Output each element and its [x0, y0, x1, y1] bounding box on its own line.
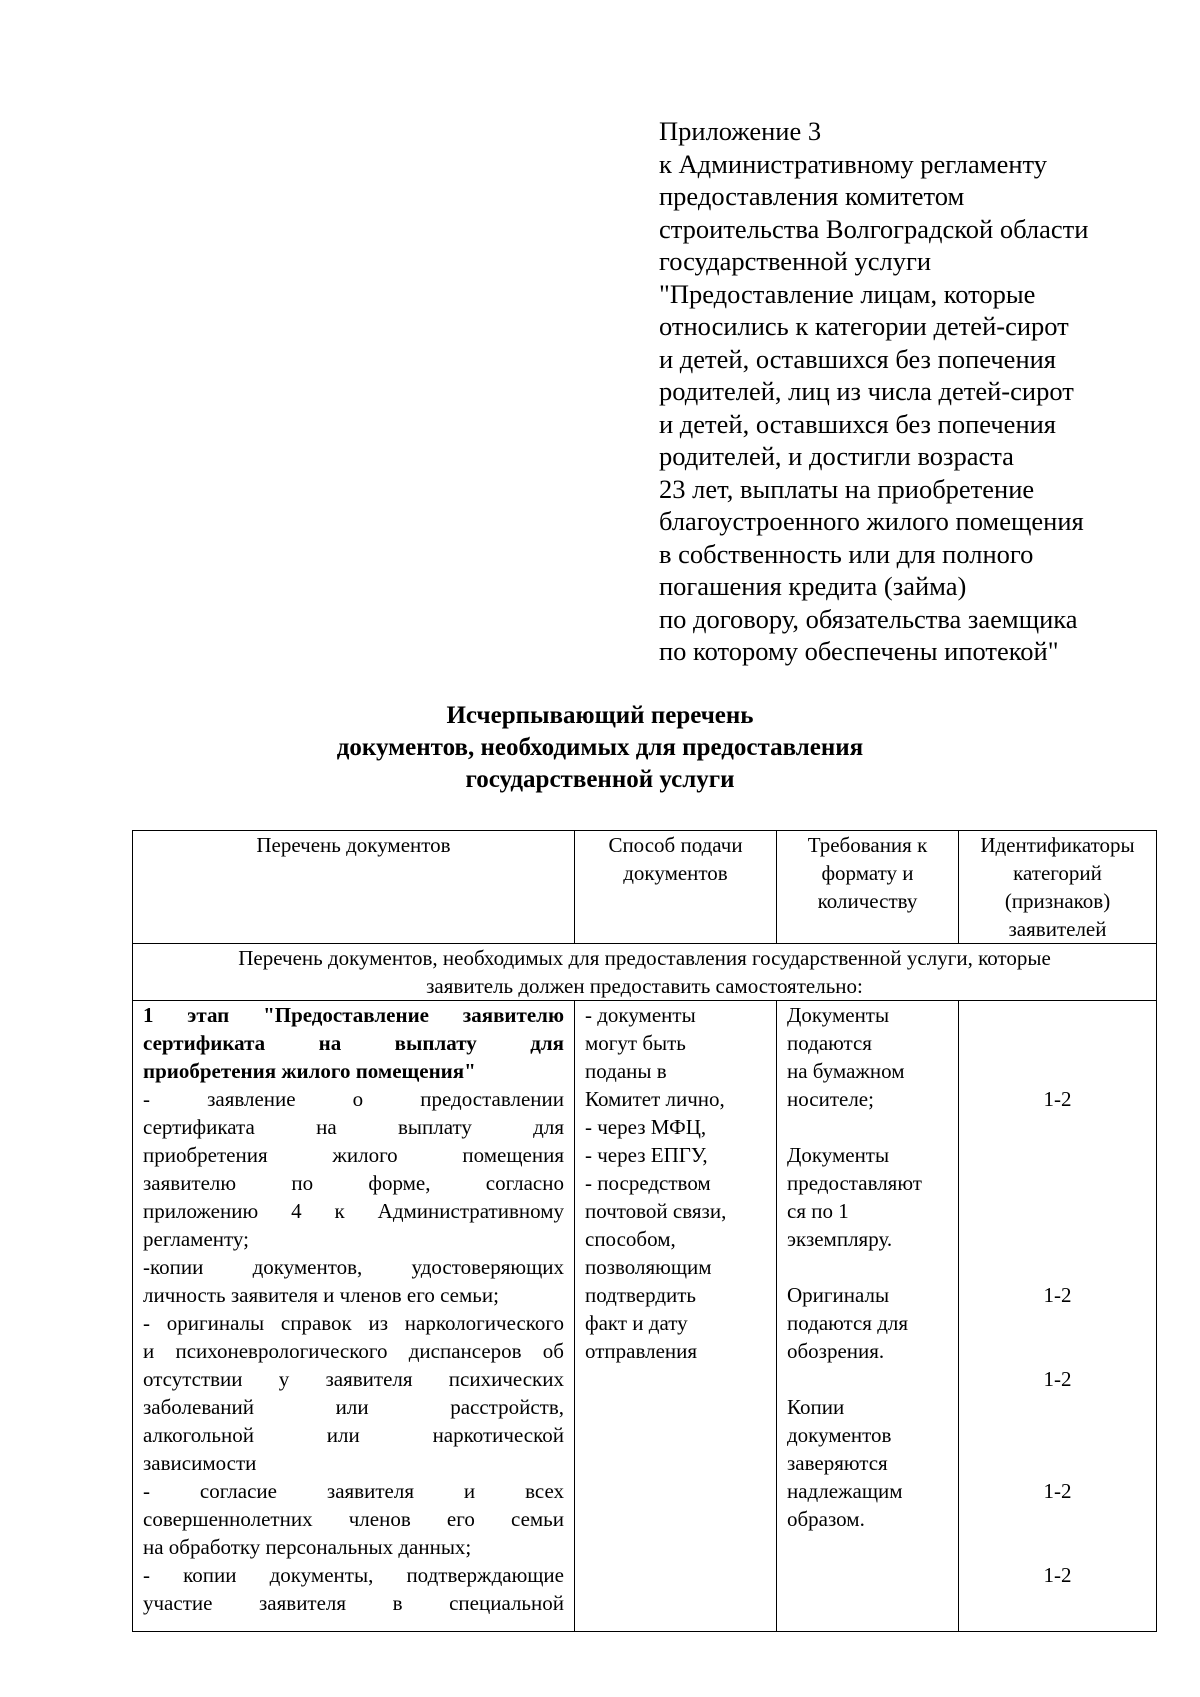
doc-line: алкогольной или наркотической [143, 1423, 564, 1447]
method-line: - через ЕПГУ, [585, 1143, 708, 1167]
requirement-line [787, 1253, 948, 1281]
header-text: категорий [1013, 861, 1102, 885]
method-line: Комитет лично, [585, 1087, 725, 1111]
requirement-line [787, 1113, 948, 1141]
method-line: - посредством [585, 1171, 711, 1195]
header-text: Перечень документов [256, 833, 451, 857]
title-line: Исчерпывающий перечень [446, 702, 754, 729]
appendix-line: и детей, оставшихся без попечения [659, 343, 1056, 374]
header-text: Требования к [807, 833, 928, 857]
appendix-line: и детей, оставшихся без попечения [659, 408, 1056, 439]
method-line: поданы в [585, 1059, 667, 1083]
appendix-line: к Административному регламенту [659, 148, 1047, 179]
requirement-line: документов [787, 1423, 892, 1447]
doc-line: зависимости [143, 1451, 257, 1475]
doc-line: - копии документы, подтверждающие [143, 1563, 564, 1587]
method-line: могут быть [585, 1031, 686, 1055]
method-line: почтовой связи, [585, 1199, 727, 1223]
header-text: Способ подачи [608, 833, 743, 857]
header-submission-method [575, 831, 777, 944]
appendix-line: в собственность или для полного [659, 538, 1034, 569]
doc-line: совершеннолетних членов его семьи [143, 1507, 564, 1531]
requirements-cell [777, 1001, 959, 1632]
section-text: заявитель должен предоставить самостоятельно: [426, 974, 863, 998]
section-row [133, 944, 1157, 1001]
requirement-line [787, 1365, 948, 1393]
doc-line: регламенту; [143, 1227, 249, 1251]
appendix-line: государственной услуги [659, 246, 932, 276]
doc-line: личность заявителя и членов его семьи; [143, 1283, 499, 1307]
header-identifiers [959, 831, 1157, 944]
appendix-header [659, 115, 1179, 668]
method-line: - документы [585, 1003, 696, 1027]
header-text: Идентификаторы [980, 833, 1135, 857]
appendix-line: "Предоставление лицам, которые [659, 278, 1036, 309]
appendix-line: предоставления комитетом [659, 181, 965, 211]
doc-line: приложению 4 к Административному [143, 1199, 564, 1223]
header-requirements [777, 831, 959, 944]
appendix-line: родителей, лиц из числа детей-сирот [659, 376, 1074, 406]
table-row [133, 1001, 1157, 1632]
method-line: отправления [585, 1339, 698, 1363]
doc-line: - согласие заявителя и всех [143, 1479, 564, 1503]
doc-line: отсутствии у заявителя психических [143, 1367, 564, 1391]
method-line: способом, [585, 1227, 676, 1251]
doc-line: участие заявителя в специальной [143, 1591, 564, 1615]
appendix-line: по которому обеспечены ипотекой" [659, 636, 1059, 666]
identifier-value: 1-2 [1043, 1367, 1072, 1391]
method-line: - через МФЦ, [585, 1115, 707, 1139]
doc-line: сертификата на выплату для [143, 1115, 564, 1139]
appendix-line: погашения кредита (займа) [659, 571, 967, 601]
document-title [0, 700, 1200, 796]
requirement-line: образом. [787, 1507, 865, 1531]
header-text: документов [623, 861, 728, 885]
requirement-line: надлежащим [787, 1479, 903, 1503]
appendix-line: строительства Волгоградской области [659, 213, 1089, 244]
appendix-line: относились к категории детей-сирот [659, 311, 1069, 341]
identifier-value: 1-2 [1043, 1563, 1072, 1587]
header-text: формату и [821, 861, 914, 885]
table-header-row [133, 831, 1157, 944]
header-text: (признаков) [1004, 889, 1111, 913]
requirement-line: экземпляру. [787, 1227, 893, 1251]
header-text: количеству [817, 889, 918, 913]
requirement-line: Документы [787, 1143, 890, 1167]
appendix-line: по договору, обязательства заемщика [659, 603, 1078, 634]
header-text: заявителей [1008, 917, 1107, 941]
requirement-line: подаются [787, 1031, 872, 1055]
identifier-value: 1-2 [1043, 1479, 1072, 1503]
appendix-line: благоустроенного жилого помещения [659, 506, 1084, 536]
doc-line: - оригиналы справок из наркологического [143, 1311, 564, 1335]
documents-table [132, 830, 1157, 1632]
requirement-line: предоставляют [787, 1171, 922, 1195]
requirement-line: на бумажном [787, 1059, 905, 1083]
documents-cell [133, 1001, 575, 1632]
doc-line: -копии документов, удостоверяющих [143, 1255, 564, 1279]
doc-line: - заявление о предоставлении [143, 1087, 564, 1111]
doc-line: приобретения жилого помещения [143, 1143, 564, 1167]
doc-line: и психоневрологического диспансеров об [143, 1339, 564, 1363]
appendix-line: родителей, и достигли возраста [659, 441, 1014, 471]
doc-line: на обработку персональных данных; [143, 1535, 472, 1559]
identifiers-cell [959, 1001, 1157, 1632]
appendix-line: Приложение 3 [659, 116, 822, 146]
requirement-line: заверяются [787, 1451, 888, 1475]
identifier-value: 1-2 [1043, 1283, 1072, 1307]
stage-title: сертификата на выплату для [143, 1031, 564, 1055]
requirement-line: Копии [787, 1395, 845, 1419]
header-documents [133, 831, 575, 944]
section-text: Перечень документов, необходимых для предоставления государственной услуги, которые [238, 946, 1051, 970]
requirement-line: Оригиналы [787, 1283, 890, 1307]
requirement-line: обозрения. [787, 1339, 885, 1363]
stage-title: приобретения жилого помещения" [143, 1059, 476, 1083]
method-line: факт и дату [585, 1311, 688, 1335]
section-heading [133, 944, 1157, 1001]
requirement-line: ся по 1 [787, 1199, 849, 1223]
appendix-line: 23 лет, выплаты на приобретение [659, 473, 1035, 504]
title-line: государственной услуги [465, 766, 735, 793]
method-line: позволяющим [585, 1255, 712, 1279]
method-cell [575, 1001, 777, 1632]
requirement-line: носителе; [787, 1087, 874, 1111]
title-line: документов, необходимых для предоставления [336, 734, 864, 761]
requirement-line: Документы [787, 1003, 890, 1027]
method-line: подтвердить [585, 1283, 697, 1307]
identifier-value: 1-2 [1043, 1087, 1072, 1111]
doc-line: заболеваний или расстройств, [143, 1395, 564, 1419]
requirement-line: подаются для [787, 1311, 909, 1335]
stage-title: 1 этап "Предоставление заявителю [143, 1003, 564, 1027]
doc-line: заявителю по форме, согласно [143, 1171, 564, 1195]
